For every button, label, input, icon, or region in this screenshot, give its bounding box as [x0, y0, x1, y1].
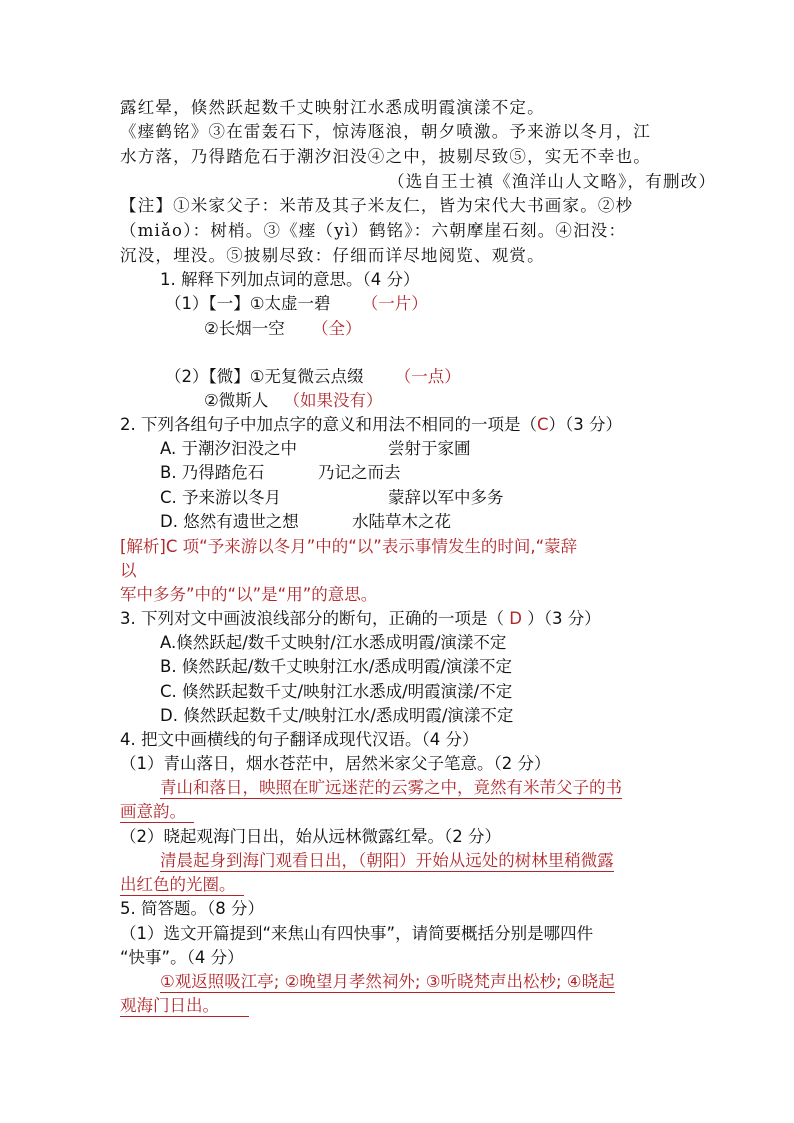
q5-answer-text: 观海门日出。	[120, 996, 249, 1017]
q3-option: C. 倏然跃起数千丈/映射江水悉成/明霞演漾/不定	[160, 682, 513, 701]
q5-sub-question: （1）选文开篇提到“来焦山有四快事”，请简要概括分别是哪四件	[120, 924, 594, 943]
question-3-title	[120, 607, 601, 631]
q1-item-answer: （如果没有）	[283, 391, 383, 410]
q2-option-c: C. 予来游以冬月	[160, 488, 282, 507]
q4-answer	[120, 873, 244, 897]
q5-answer	[160, 970, 615, 994]
note-line: （miǎo）：树梢。③《瘗（yì）鹤铭》：六朝摩崖石刻。④汩没：	[120, 221, 627, 240]
q1-item	[204, 317, 362, 341]
q5-answer	[120, 994, 249, 1018]
q4-answer	[160, 849, 614, 873]
question-2-text: 2. 下列各组句子中加点字的意义和用法不相同的一项是（	[120, 415, 537, 434]
q4-answer	[120, 800, 194, 824]
q1-item-answer: （一点）	[394, 367, 461, 386]
question-5-title: 5. 简答题。（8 分）	[120, 899, 264, 918]
q2-option-d: D. 悠然有遗世之想	[160, 512, 299, 531]
q5-answer-text: ①观返照吸江亭; ②晚望月孝然祠外; ③听晓梵声出松杪; ④晓起	[160, 972, 615, 991]
question-2-title	[120, 413, 622, 437]
q1-item	[165, 365, 461, 389]
q2-option-c-right: 蒙辞以军中多务	[388, 488, 504, 507]
q4-sentence: （2）晓起观海门日出，始从远林微露红晕。（2 分）	[120, 827, 501, 846]
q2-option-b-right: 乃记之而去	[318, 463, 401, 482]
q3-option: A.倏然跃起/数千丈映射/江水悉成明霞/演漾不定	[160, 633, 507, 652]
q2-option-a	[160, 437, 297, 461]
q1-item-text: （2）【微】①无复微云点缀	[165, 367, 364, 386]
q4-answer	[160, 776, 622, 800]
q1-item	[165, 292, 428, 316]
passage-line: 《瘗鹤铭》③在雷轰石下，惊涛豗浪，朝夕喷激。予来游以冬月，江	[120, 122, 651, 141]
q1-item-text: ②微斯人	[204, 391, 269, 410]
q4-answer-text: 清晨起身到海门观看日出，（朝阳）开始从远处的树林里稍微露	[160, 851, 614, 870]
q2-option-left: A. 于潮汐汩没之中	[160, 439, 297, 458]
q2-analysis: 军中多务”中的“以”是“用”的意思。	[120, 585, 378, 604]
q5-sub-question: “快事”。（4 分）	[120, 948, 244, 967]
q2-option-b: B. 乃得踏危石	[160, 463, 265, 482]
question-4-title: 4. 把文中画横线的句子翻译成现代汉语。（4 分）	[120, 730, 479, 749]
note-line: 【注】①米家父子：米芾及其子米友仁，皆为宋代大书画家。②杪	[120, 196, 634, 215]
q3-option: B. 倏然跃起/数千丈映射江水/悉成明霞/演漾不定	[160, 657, 512, 676]
q1-item-text: （1）【一】①太虚一碧	[165, 294, 331, 313]
passage-source: （选自王士禛《渔洋山人文略》，有删改）	[388, 172, 717, 191]
q2-analysis: [解析]C 项“予来游以冬月”中的“以”表示事情发生的时间,“蒙辞	[120, 537, 578, 556]
question-2-answer: C	[537, 415, 549, 434]
note-line: 沉没，埋没。⑤披剔尽致：仔细而详尽地阅览、观赏。	[120, 246, 545, 265]
q4-answer-text: 出红色的光圈。	[120, 875, 244, 896]
question-3-answer: D	[509, 609, 522, 628]
q1-item-answer: （一片）	[361, 294, 428, 313]
question-3-text: 3. 下列对文中画波浪线部分的断句，正确的一项是（	[120, 609, 510, 628]
q2-option-d-right: 水陆草木之花	[352, 512, 451, 531]
question-3-points: ）（3 分）	[521, 609, 601, 628]
q1-item-text: ②长烟一空	[204, 319, 285, 338]
q3-option: D. 倏然跃起数千丈/映射江水/悉成明霞/演漾不定	[160, 706, 514, 725]
passage-line: 露红晕，倏然跃起数千丈映射江水悉成明霞演漾不定。	[120, 98, 545, 117]
q1-item-answer: （全）	[312, 319, 362, 338]
q4-answer-text: 画意韵。	[120, 802, 194, 823]
question-2-points: ）（3 分）	[548, 415, 623, 434]
question-1-title: 1. 解释下列加点词的意思。（4 分）	[160, 270, 420, 289]
passage-line: 水方落，乃得踏危石于潮汐汩没④之中，披剔尽致⑤，实无不幸也。	[120, 147, 651, 166]
q2-option-a-right: 尝射于家圃	[388, 439, 471, 458]
q4-answer-text: 青山和落日，映照在旷远迷茫的云雾之中，竟然有米芾父子的书	[160, 778, 622, 797]
q4-sentence: （1）青山落日，烟水苍茫中，居然米家父子笔意。（2 分）	[120, 754, 551, 773]
q1-item	[204, 389, 383, 413]
q2-analysis: 以	[120, 561, 137, 580]
